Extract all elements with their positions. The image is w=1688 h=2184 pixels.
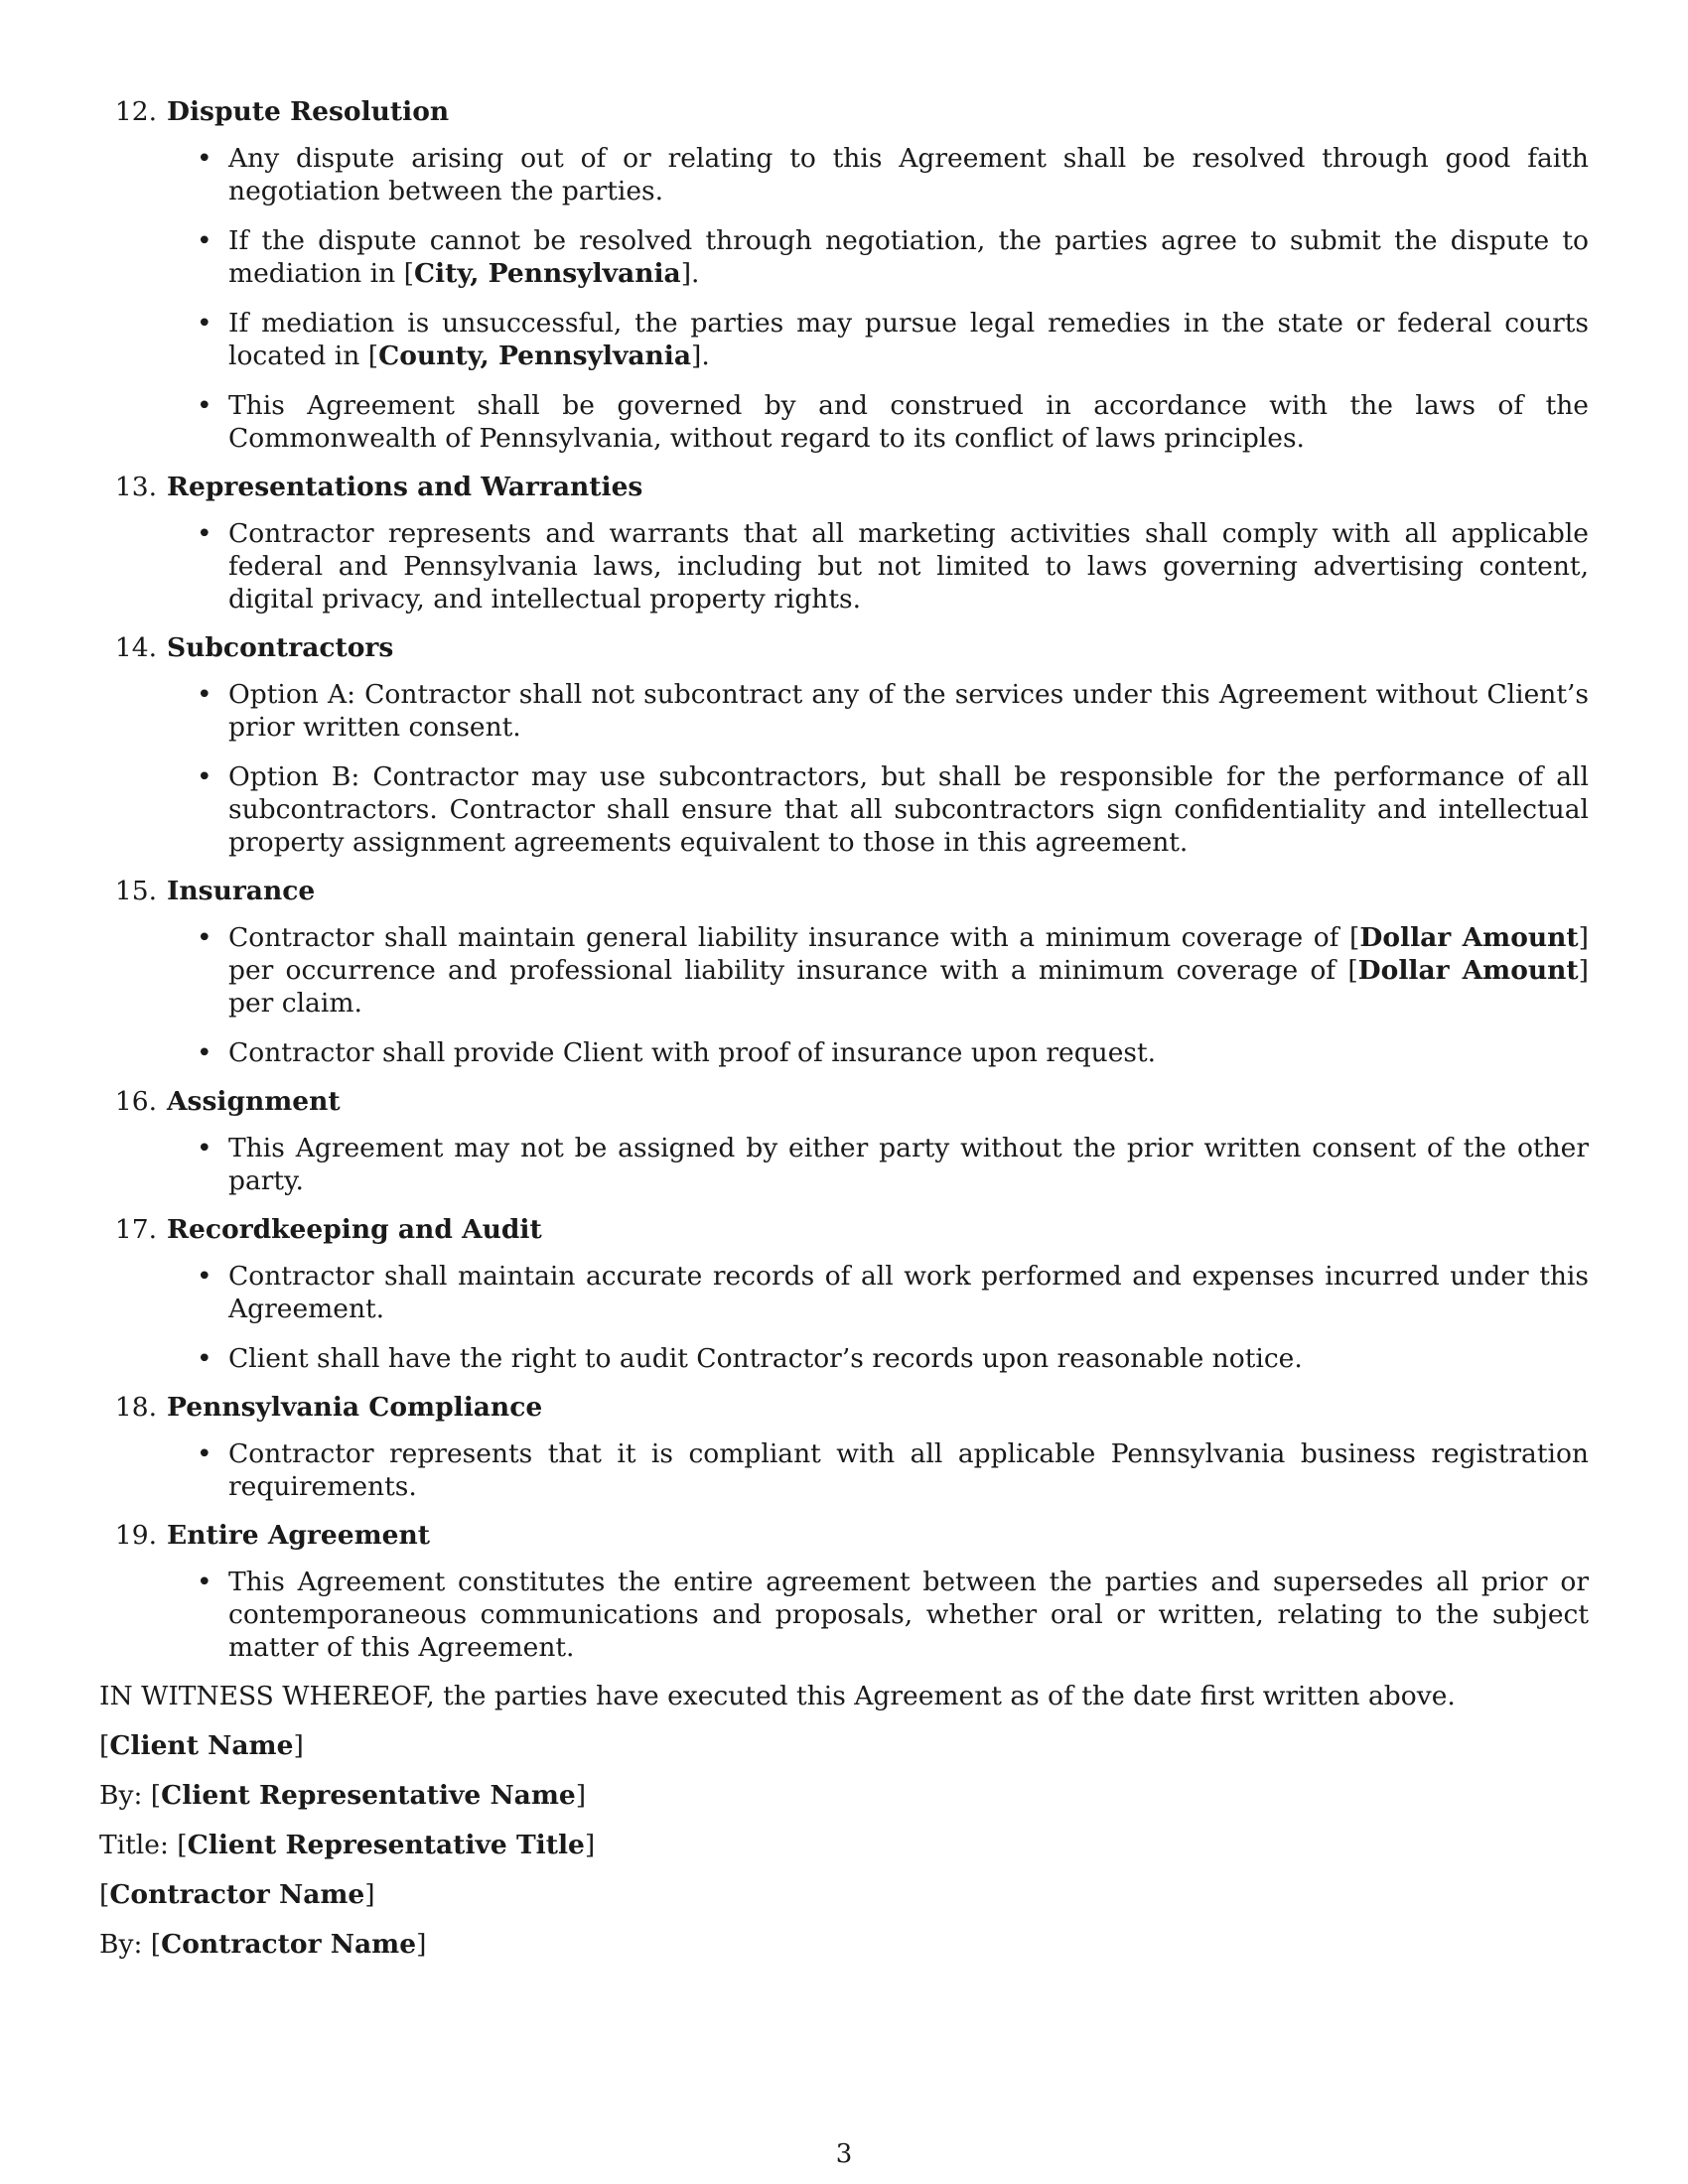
section-title: Subcontractors (167, 632, 394, 663)
section-number: 17. (114, 1214, 157, 1245)
text-run: Contractor shall maintain accurate records of all work performed and expenses incurred under this Agreement. (228, 1261, 1589, 1324)
section (99, 1519, 1589, 1664)
list-item (99, 517, 1589, 615)
list-item (99, 678, 1589, 744)
section-heading (99, 471, 1589, 503)
bullet-list (99, 1132, 1589, 1197)
section-number: 19. (114, 1520, 157, 1551)
section-heading (99, 1391, 1589, 1424)
text-run: [ (99, 1879, 110, 1910)
bullet-icon: • (197, 1567, 212, 1597)
bold-text: Dollar Amount (1359, 922, 1579, 953)
text-run: ] (575, 1780, 587, 1811)
bullet-icon: • (197, 679, 212, 710)
bullet-icon: • (197, 1438, 212, 1469)
bullet-list (99, 921, 1589, 1069)
bullet-icon: • (197, 1037, 212, 1068)
text-run: By: [ (99, 1780, 162, 1811)
section (99, 1213, 1589, 1375)
section-heading (99, 1213, 1589, 1246)
bullet-icon: • (197, 1261, 212, 1292)
text-run: [ (99, 1730, 110, 1761)
section-heading (99, 875, 1589, 907)
section-title: Representations and Warranties (167, 472, 643, 502)
section (99, 1085, 1589, 1197)
text-run: ] (293, 1730, 304, 1761)
list-item (99, 1260, 1589, 1325)
section-title: Assignment (167, 1086, 341, 1117)
section-number: 12. (114, 96, 157, 127)
document-page (99, 95, 1589, 1978)
signature-line (99, 1829, 1589, 1861)
signature-block (99, 1729, 1589, 1961)
list-item (99, 1132, 1589, 1197)
text-run: ]. (691, 341, 710, 371)
bullet-icon: • (197, 390, 212, 421)
text-run: Contractor shall provide Client with proof of insurance upon request. (228, 1037, 1157, 1068)
text-run: This Agreement shall be governed by and construed in accordance with the laws of the Commonwealth of Pennsylvania, without regard to its conflict of laws principles. (228, 390, 1589, 454)
signature-line (99, 1878, 1589, 1911)
page-number: 3 (835, 2139, 853, 2169)
list-item (99, 760, 1589, 859)
text-run: This Agreement may not be assigned by either party without the prior written consent of the other party. (228, 1133, 1589, 1196)
signature-line (99, 1729, 1589, 1762)
bold-text: Dollar Amount (1357, 955, 1579, 986)
section (99, 875, 1589, 1069)
bullet-list (99, 142, 1589, 455)
text-run: Contractor represents that it is compliant with all applicable Pennsylvania business registration requirements. (228, 1438, 1589, 1502)
list-item (99, 307, 1589, 372)
text-run: If mediation is unsuccessful, the parties may pursue legal remedies in the state or federal courts located in [ (228, 308, 1589, 371)
section (99, 471, 1589, 615)
section-title: Entire Agreement (167, 1520, 430, 1551)
list-item (99, 389, 1589, 455)
bullet-icon: • (197, 308, 212, 339)
signature-line (99, 1928, 1589, 1961)
section-heading (99, 1085, 1589, 1118)
section-title: Pennsylvania Compliance (167, 1392, 543, 1423)
section-title: Recordkeeping and Audit (167, 1214, 542, 1245)
bold-text: Contractor Name (109, 1879, 365, 1910)
section-number: 18. (114, 1392, 157, 1423)
bold-text: Client Name (109, 1730, 294, 1761)
list-item (99, 1342, 1589, 1375)
text-run: If the dispute cannot be resolved through negotiation, the parties agree to submit the dispute to mediation in [ (228, 225, 1589, 289)
section (99, 95, 1589, 455)
text-run: Contractor shall maintain general liability insurance with a minimum coverage of [ (228, 922, 1360, 953)
section-number: 13. (114, 472, 157, 502)
bullet-list (99, 517, 1589, 615)
bullet-icon: • (197, 922, 212, 953)
text-run: ] (584, 1830, 596, 1860)
section-heading (99, 1519, 1589, 1552)
text-run: ] (416, 1929, 427, 1960)
text-run: Option B: Contractor may use subcontractors, but shall be responsible for the performance of all subcontractors. Contractor shall ensure that all subcontractors sign confidentiality and intellectual property assignment agreements equivalent to those in this agreement. (228, 761, 1589, 858)
bullet-icon: • (197, 1343, 212, 1374)
text-run: ] per claim. (228, 955, 1590, 1019)
text-run: Title: [ (99, 1830, 188, 1860)
bullet-icon: • (197, 761, 212, 792)
bullet-icon: • (197, 225, 212, 256)
list-item (99, 1036, 1589, 1069)
agreement-sections (99, 95, 1589, 1664)
bullet-list (99, 678, 1589, 859)
witness-statement: IN WITNESS WHEREOF, the parties have executed this Agreement as of the date first written above. (99, 1681, 1456, 1711)
list-item (99, 224, 1589, 290)
bold-text: City, Pennsylvania (413, 258, 681, 289)
text-run: By: [ (99, 1929, 162, 1960)
list-item (99, 1566, 1589, 1664)
text-run: ]. (680, 258, 700, 289)
bullet-icon: • (197, 143, 212, 174)
bold-text: County, Pennsylvania (378, 341, 692, 371)
section-number: 15. (114, 876, 157, 906)
text-run: Contractor represents and warrants that all marketing activities shall comply with all applicable federal and Pennsylvania laws, including but not limited to laws governing advertising content, digital privacy, and intellectual property rights. (228, 518, 1589, 614)
list-item (99, 921, 1589, 1020)
bold-text: Client Representative Title (187, 1830, 585, 1860)
section-number: 16. (114, 1086, 157, 1117)
list-item (99, 142, 1589, 207)
text-run: This Agreement constitutes the entire agreement between the parties and supersedes all prior or contemporaneous communications and proposals, whether oral or written, relating to the subject matter of this Agreement. (228, 1567, 1589, 1663)
section-title: Insurance (167, 876, 316, 906)
section-title: Dispute Resolution (167, 96, 450, 127)
bullet-list (99, 1566, 1589, 1664)
bullet-icon: • (197, 1133, 212, 1163)
text-run: Client shall have the right to audit Contractor’s records upon reasonable notice. (228, 1343, 1303, 1374)
text-run: Option A: Contractor shall not subcontract any of the services under this Agreement without Client’s prior written consent. (228, 679, 1589, 743)
text-run: ] (364, 1879, 375, 1910)
section (99, 631, 1589, 859)
bold-text: Contractor Name (161, 1929, 417, 1960)
bullet-list (99, 1260, 1589, 1375)
bullet-icon: • (197, 518, 212, 549)
section-number: 14. (114, 632, 157, 663)
section-heading (99, 95, 1589, 128)
section (99, 1391, 1589, 1503)
list-item (99, 1437, 1589, 1503)
bold-text: Client Representative Name (161, 1780, 576, 1811)
bullet-list (99, 1437, 1589, 1503)
section-heading (99, 631, 1589, 664)
text-run: Any dispute arising out of or relating to this Agreement shall be resolved through good faith negotiation between the parties. (228, 143, 1589, 206)
signature-line (99, 1779, 1589, 1812)
text-run: ] per occurrence and professional liability insurance with a minimum coverage of [ (228, 922, 1589, 986)
